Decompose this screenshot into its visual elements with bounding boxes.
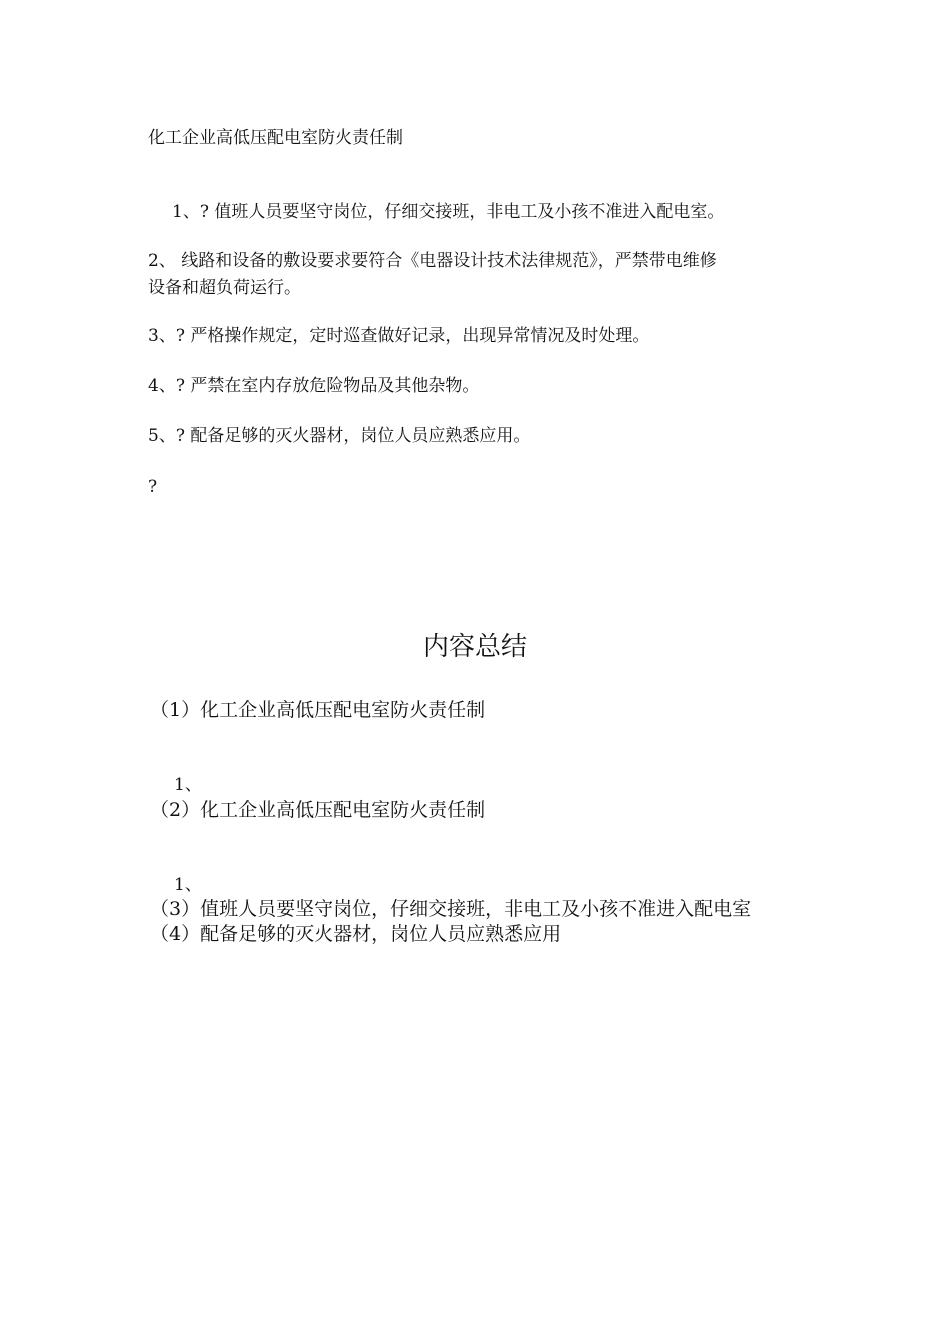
rule-item-1: 1、? 值班人员要坚守岗位，仔细交接班，非电工及小孩不准进入配电室。 [172,202,725,222]
summary-item-4: （4）配备足够的灭火器材，岗位人员应熟悉应用 [150,923,562,945]
rule-item-2-line-2: 设备和超负荷运行。 [148,278,301,298]
rule-item-4: 4、? 严禁在室内存放危险物品及其他杂物。 [148,376,480,396]
summary-item-2-note: 1、 [174,875,202,895]
trailing-mark: ? [148,477,158,497]
rule-item-3: 3、? 严格操作规定，定时巡查做好记录，出现异常情况及时处理。 [148,326,650,346]
summary-item-3: （3）值班人员要坚守岗位，仔细交接班，非电工及小孩不准进入配电室 [150,898,752,920]
summary-item-2: （2）化工企业高低压配电室防火责任制 [150,799,486,821]
document-title: 化工企业高低压配电室防火责任制 [148,128,403,148]
summary-heading: 内容总结 [422,632,527,662]
summary-item-1-note: 1、 [174,775,202,795]
rule-item-5: 5、? 配备足够的灭火器材，岗位人员应熟悉应用。 [148,426,531,446]
summary-item-1: （1）化工企业高低压配电室防火责任制 [150,699,486,721]
rule-item-2-line-1: 2、 线路和设备的敷设要求要符合《电器设计技术法律规范》，严禁带电维修 [148,251,717,271]
